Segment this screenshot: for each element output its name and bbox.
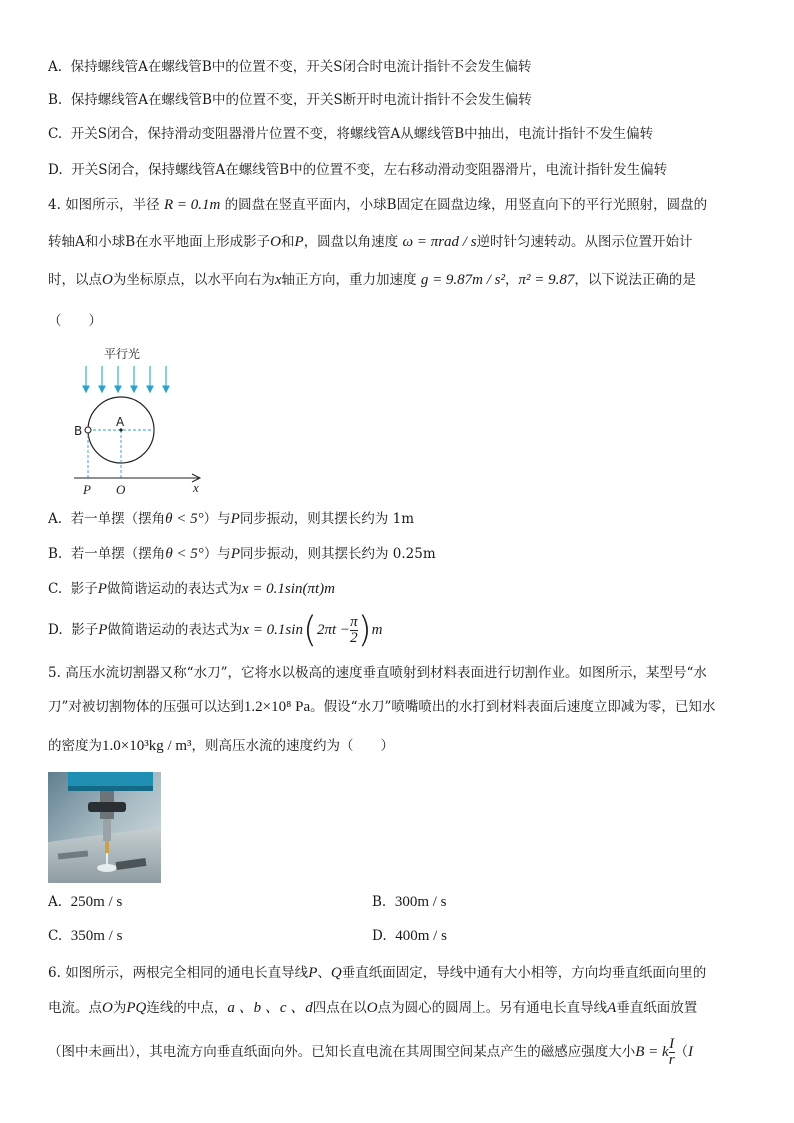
svg-text:B: B [74,424,83,438]
ball-b [85,427,91,433]
q3-option-b: B. 保持螺线管A在螺线管B中的位置不变，开关S断开时电流计指针不会发生偏转 [48,92,532,108]
q3-option-d: D. 开关S闭合，保持螺线管A在螺线管B中的位置不变，左右移动滑动变阻器滑片，电流计指针发生偏转 [48,162,668,178]
q4-option-d: D. 影子P做简谐运动的表达式为x = 0.1sin(2πt − $\frac{\pi}{2}$ )m [48,609,383,651]
parallel-light-label: 平行光 [104,347,141,361]
svg-text:O: O [116,482,126,497]
q4-option-c: C. 影子P做简谐运动的表达式为x = 0.1sin(πt)m [48,581,335,597]
q3-option-c: C. 开关S闭合，保持滑动变阻器滑片位置不变，将螺线管A从螺线管B中抽出，电流计指针不发生偏转 [48,126,654,142]
q4-answer-blank: （ ） [48,313,102,329]
q6-line-1: 6. 如图所示，两根完全相同的通电长直导线P、Q垂直纸面固定，导线中通有大小相等，方向均垂直纸面向里的 [48,965,707,981]
svg-text:A: A [116,415,125,429]
q5-line-3: 的密度为1.0×10³kg / m³，则高压水流的速度约为（ ） [48,738,395,754]
q4-line-3: 时，以点O为坐标原点，以水平向右为x轴正方向，重力加速度 g = 9.87m / s²，π² = 9.87，以下说法正确的是 [48,272,696,288]
q5-line-2: 刀”对被切割物体的压强可以达到1.2×10⁸ Pa。假设“水刀”喷嘴喷出的水打到材料表面后速度立即减为零，已知水 [48,699,716,715]
q6-line-3: （图中未画出），其电流方向垂直纸面向外。已知长直电流在其周围空间某点产生的磁感应强度大小B = k $\frac{I}{r}$ （I [48,1036,694,1068]
q6-line-2: 电流。点O为PQ连线的中点，a 、b 、c 、d四点在以O点为圆心的圆周上。另有通电长直导线A垂直纸面放置 [48,1000,698,1016]
light-arrows [83,366,169,392]
q5-option-d: D. 400m / s [372,928,447,944]
q5-line-1: 5. 高压水流切割器又称“水刀”，它将水以极高的速度垂直喷射到材料表面进行切割作业。如图所示，某型号“水 [48,665,707,681]
q5-option-c: C. 350m / s [48,928,123,944]
q3-option-a: A. 保持螺线管A在螺线管B中的位置不变，开关S闭合时电流计指针不会发生偏转 [48,59,532,75]
water-jet-photo [48,772,161,883]
svg-text:x: x [193,480,199,495]
q4-option-a: A. 若一单摆（摆角θ < 5°）与P同步振动，则其摆长约为 1m [48,511,414,527]
q5-option-a: A. 250m / s [48,894,123,910]
q4-line-1: 4. 如图所示，半径 R = 0.1m 的圆盘在竖直平面内，小球B固定在圆盘边缘，用竖直向下的平行光照射，圆盘的 [48,197,708,213]
disk-figure [74,342,206,500]
svg-text:P: P [83,482,91,497]
q4-line-2: 转轴A和小球B在水平地面上形成影子O和P，圆盘以角速度 ω = πrad / s逆时针匀速转动。从图示位置开始计 [48,234,693,250]
q4-option-b: B. 若一单摆（摆角θ < 5°）与P同步振动，则其摆长约为 0.25m [48,546,436,562]
q5-option-b: B. 300m / s [372,894,447,910]
